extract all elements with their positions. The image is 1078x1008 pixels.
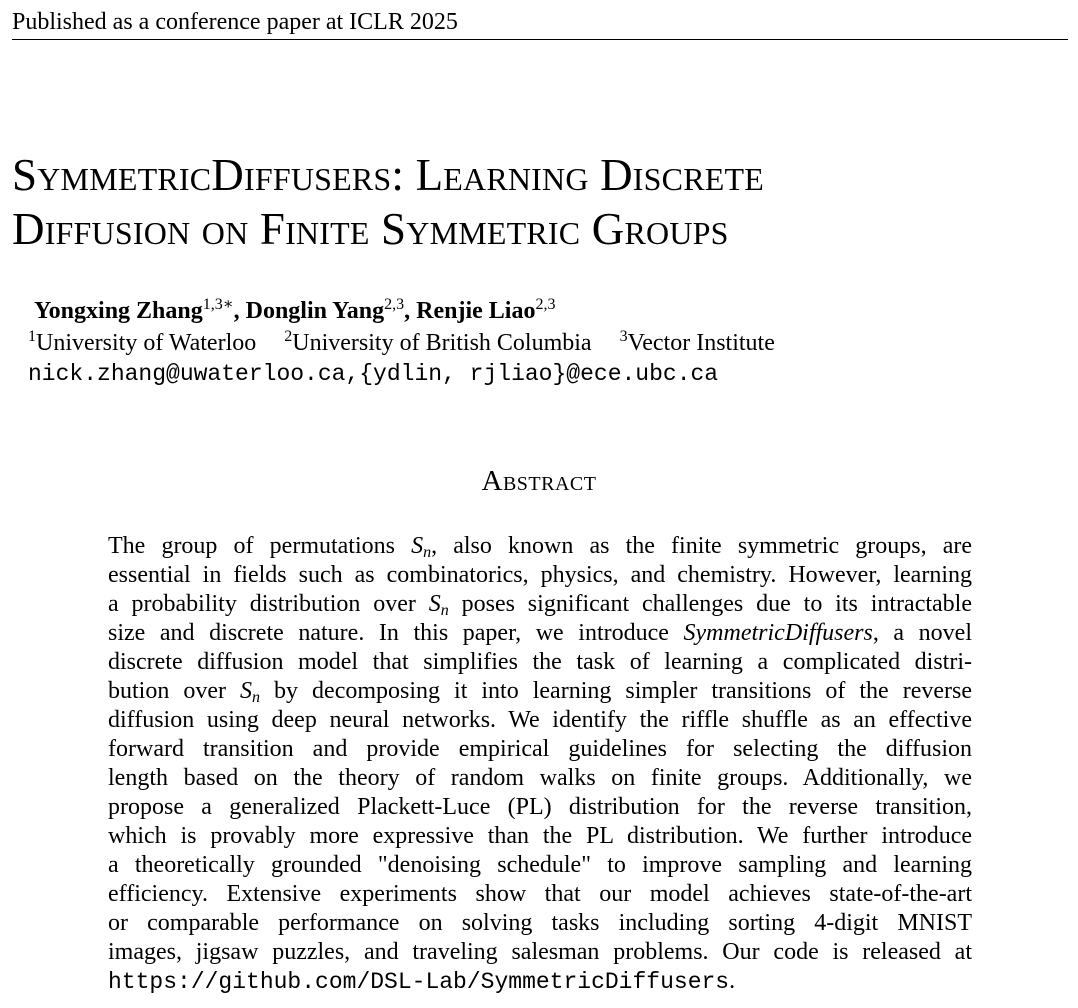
abstract-line: images, jigsaw puzzles, and traveling salesman problems. Our code is released at bbox=[108, 939, 972, 965]
abstract-line: The group of permutations $S_n$, also known as the finite symmetric groups, are bbox=[108, 533, 972, 561]
symmetric-group-symbol: $S_n$ bbox=[240, 678, 261, 706]
author-affil-mark: 1,3∗ bbox=[202, 296, 234, 313]
abstract-heading: Abstract bbox=[481, 465, 597, 497]
title-line-2: Diffusion on Finite Symmetric Groups bbox=[12, 204, 729, 254]
abstract-line: length based on the theory of random walks on finite groups. Additionally, we bbox=[108, 765, 972, 791]
abstract-line: essential in fields such as combinatorics, physics, and chemistry. However, learning bbox=[108, 562, 972, 588]
abstract-line: size and discrete nature. In this paper, we introduce SymmetricDiffusers, a novel bbox=[108, 620, 972, 646]
abstract-line: discrete diffusion model that simplifies the task of learning a complicated distri- bbox=[108, 649, 972, 675]
symmetric-group-symbol: $S_n$ bbox=[428, 591, 449, 619]
affiliation: University of British Columbia bbox=[292, 330, 592, 356]
abstract-line: a theoretically grounded "denoising schedule" to improve sampling and learning bbox=[108, 852, 972, 878]
abstract-line: https://github.com/DSL-Lab/SymmetricDiffusers. bbox=[108, 968, 736, 995]
author-emails[interactable]: nick.zhang@uwaterloo.ca,{ydlin, rjliao}@ece.ubc.ca bbox=[28, 361, 719, 387]
abstract-line: diffusion using deep neural networks. We identify the riffle shuffle as an effective bbox=[108, 707, 972, 733]
affil-mark: 1 bbox=[28, 328, 36, 345]
abstract-line: or comparable performance on solving tasks including sorting 4-digit MNIST bbox=[108, 910, 972, 936]
author-affil-mark: 2,3 bbox=[535, 296, 556, 313]
author-name: Donglin Yang bbox=[245, 298, 385, 324]
abstract-line: propose a generalized Plackett-Luce (PL) distribution for the reverse transition, bbox=[108, 794, 972, 820]
abstract-line: efficiency. Extensive experiments show that our model achieves state-of-the-art bbox=[108, 881, 972, 907]
symmetric-group-symbol: $S_n$ bbox=[411, 533, 432, 561]
abstract-body bbox=[108, 532, 972, 997]
title-line-1: SymmetricDiffusers: Learning Discrete bbox=[12, 150, 764, 200]
abstract-line: a probability distribution over $S_n$ poses significant challenges due to its intractable bbox=[108, 591, 972, 619]
affil-mark: 3 bbox=[619, 328, 628, 345]
affil-mark: 2 bbox=[284, 328, 293, 345]
abstract-line: bution over $S_n$ by decomposing it into learning simpler transitions of the reverse bbox=[108, 678, 972, 706]
method-name: SymmetricDiffusers bbox=[683, 620, 873, 646]
abstract-line: which is provably more expressive than the PL distribution. We further introduce bbox=[108, 823, 972, 849]
author-name: Yongxing Zhang bbox=[34, 298, 203, 324]
abstract-line: forward transition and provide empirical guidelines for selecting the diffusion bbox=[108, 736, 972, 762]
affiliation: Vector Institute bbox=[627, 330, 775, 356]
author-list: Yongxing Zhang$^{1,3∗}$, Donglin Yang$^{2,3}$, Renjie Liao$^{2,3}$ bbox=[34, 296, 556, 324]
author-name: Renjie Liao bbox=[416, 298, 536, 324]
author-affil-mark: 2,3 bbox=[384, 296, 405, 313]
running-header: Published as a conference paper at ICLR 2025 bbox=[12, 8, 1068, 40]
paper-title bbox=[12, 148, 1072, 256]
affiliation-list bbox=[28, 328, 775, 358]
affiliation: University of Waterloo bbox=[36, 330, 257, 356]
code-url-link[interactable]: https://github.com/DSL-Lab/SymmetricDiffusers bbox=[108, 969, 730, 995]
